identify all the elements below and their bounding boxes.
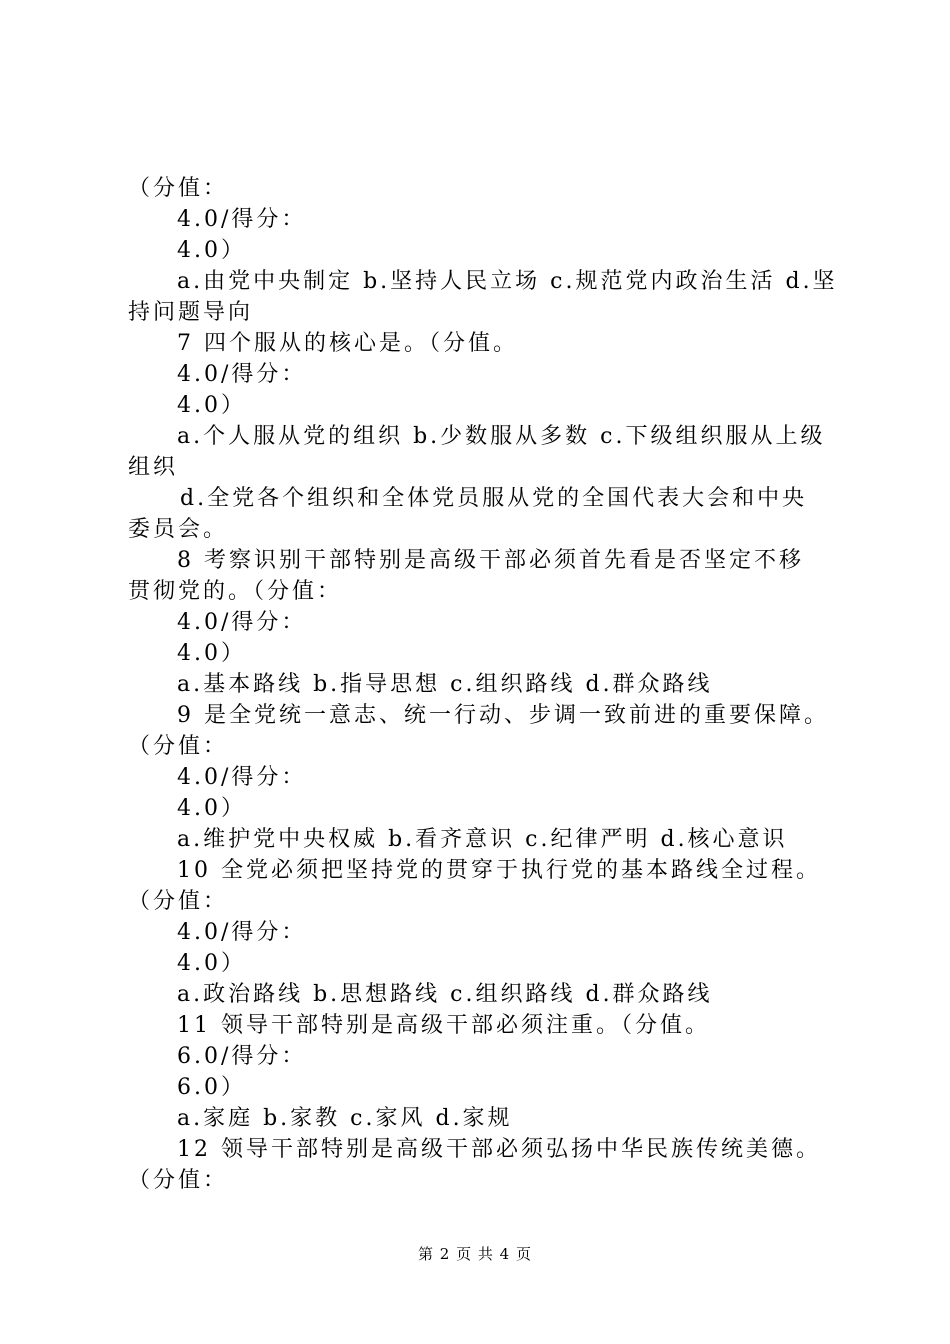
text-line: 10 全党必须把坚持党的贯穿于执行党的基本路线全过程。 [177,858,821,883]
text-line: 4.0） [177,238,246,263]
text-line: 12 领导干部特别是高级干部必须弘扬中华民族传统美德。 [177,1137,821,1162]
text-line: 9 是全党统一意志、统一行动、步调一致前进的重要保障。 [177,703,829,728]
text-line: 4.0） [177,951,246,976]
text-line: （分值： [128,889,229,914]
text-line: 4.0/得分： [177,920,307,945]
text-line: 4.0） [177,796,246,821]
text-line: a.个人服从党的组织 b.少数服从多数 c.下级组织服从上级 [177,424,826,449]
text-line: 4.0） [177,393,246,418]
text-line: 8 考察识别干部特别是高级干部必须首先看是否坚定不移 [177,548,804,573]
text-line: 持问题导向 [128,300,254,325]
text-line: a.维护党中央权威 b.看齐意识 c.纪律严明 d.核心意识 [177,827,788,852]
text-line: a.由党中央制定 b.坚持人民立场 c.规范党内政治生活 d.坚 [177,269,838,294]
text-line: 7 四个服从的核心是。（分值。 [177,331,518,356]
text-line: （分值： [128,734,229,759]
text-line: 6.0） [177,1075,246,1100]
text-line: a.政治路线 b.思想路线 c.组织路线 d.群众路线 [177,982,713,1007]
text-line: 6.0/得分： [177,1044,307,1069]
text-line: （分值： [128,1168,229,1193]
text-line: a.家庭 b.家教 c.家风 d.家规 [177,1106,513,1131]
text-line: 4.0/得分： [177,765,307,790]
text-line: 4.0/得分： [177,362,307,387]
page-footer: 第 2 页 共 4 页 [418,1245,532,1263]
text-line: a.基本路线 b.指导思想 c.组织路线 d.群众路线 [177,672,713,697]
text-line: 组织 [128,455,179,480]
text-line: （分值： [128,176,229,201]
document-body [128,173,848,1196]
text-line: 11 领导干部特别是高级干部必须注重。（分值。 [177,1013,710,1038]
text-line: 4.0/得分： [177,207,307,232]
text-line: 贯彻党的。（分值： [128,579,343,604]
text-line: 委员会。 [128,517,229,542]
text-line: d.全党各个组织和全体党员服从党的全国代表大会和中央 [180,486,808,511]
text-line: 4.0） [177,641,246,666]
text-line: 4.0/得分： [177,610,307,635]
